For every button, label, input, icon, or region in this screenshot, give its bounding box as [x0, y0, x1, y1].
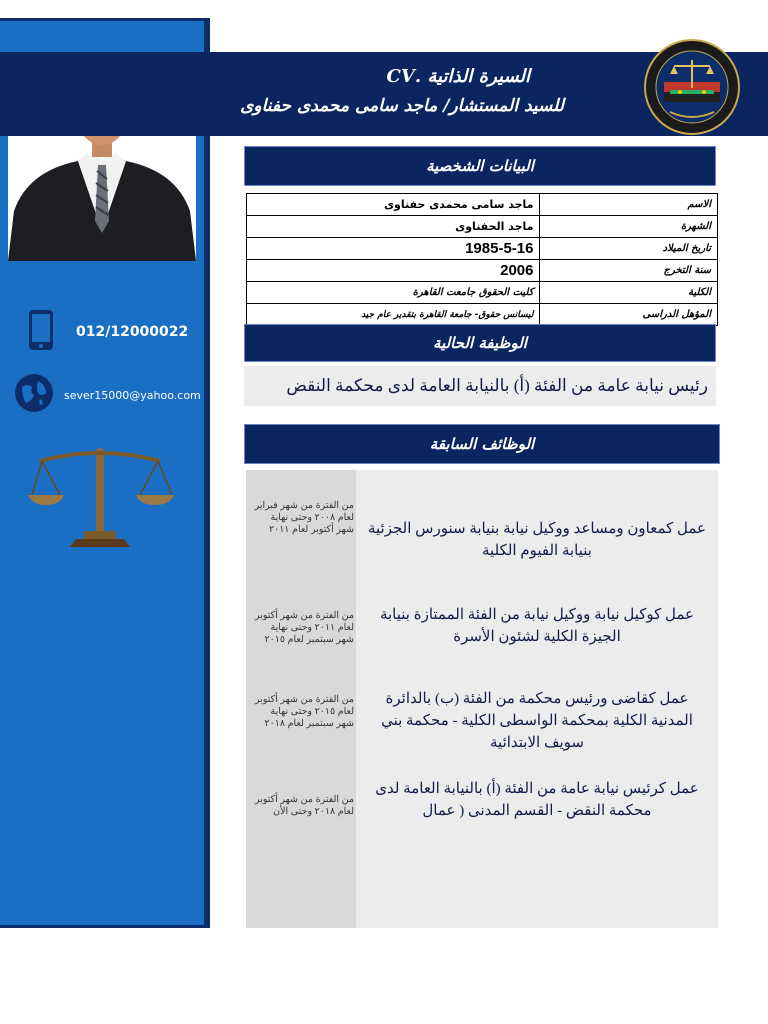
sidebar [0, 18, 210, 928]
table-row [247, 194, 718, 216]
job-description: عمل كمعاون ومساعد ووكيل نيابة بنيابة سنورس الجزئية بنيابة الفيوم الكلية [367, 521, 707, 559]
row-value: ماجد سامى محمدى حفناوى [247, 194, 540, 216]
current-job-text: رئيس نيابة عامة من الفئة (أ) بالنيابة العامة لدى محكمة النقض [244, 366, 716, 406]
public-prosecution-emblem [640, 38, 744, 136]
phone-number: 012/12000022 [76, 324, 189, 340]
row-value: 1985-5-16 [247, 238, 540, 260]
job-period: من الفترة من شهر أكتوبر لعام ٢٠١٥ وحتى نهاية شهر سبتمبر لعام ٢٠١٨ [254, 694, 354, 729]
row-label: تاريخ الميلاد [540, 238, 718, 260]
job-period: من الفترة من شهر أكتوبر لعام ٢٠١٨ وحتى الأن [254, 794, 354, 817]
row-value: كليت الحقوق جامعت القاهرة [247, 282, 540, 304]
section-previous-jobs-header: الوظائف السابقة [244, 424, 720, 464]
table-row [247, 216, 718, 238]
row-label: الشهرة [540, 216, 718, 238]
table-row [247, 260, 718, 282]
row-label: الاسم [540, 194, 718, 216]
table-row [247, 238, 718, 260]
row-label: المؤهل الدراسى [540, 304, 718, 326]
table-row [247, 304, 718, 326]
job-period: من الفترة من شهر فبراير لعام ٢٠٠٨ وحتى نهاية شهر أكتوبر لعام ٢٠١١ [254, 500, 354, 535]
job-description: عمل كقاضى ورئيس محكمة من الفئة (ب) بالدائرة المدنية الكلية بمحكمة الواسطى الكلية - محكمة بني سويف الابتدائية [381, 691, 693, 751]
section-personal-header: البيانات الشخصية [244, 146, 716, 186]
personal-info-table [246, 193, 718, 326]
email-address: sever15000@yahoo.com [64, 388, 201, 402]
job-period: من الفترة من شهر أكتوبر لعام ٢٠١١ وحتى نهاية شهر سبتمبر لعام ٢٠١٥ [254, 610, 354, 645]
phone-contact [28, 309, 188, 355]
cv-title: السيرة الذاتية .CV [386, 66, 530, 87]
globe-icon [14, 373, 54, 417]
email-contact [14, 373, 201, 417]
table-row [247, 282, 718, 304]
row-label: سنة التخرج [540, 260, 718, 282]
cv-name-title: للسيد المستشار/ ماجد سامى محمدى حفناوى [240, 96, 564, 116]
section-current-job-header: الوظيفة الحالية [244, 324, 716, 362]
row-value: ليسانس حقوق- جامعة القاهرة بتقدير عام جيد [247, 304, 540, 326]
phone-icon [28, 309, 54, 355]
job-description: عمل كرئيس نيابة عامة من الفئة (أ) بالنيابة العامة لدى محكمة النقض - القسم المدنى ( عمال [375, 781, 699, 819]
job-description: عمل كوكيل نيابة ووكيل نيابة من الفئة الممتازة بنيابة الجيزة الكلية لشئون الأسرة [379, 607, 695, 645]
row-value: ماجد الحفناوى [247, 216, 540, 238]
scales-of-justice-icon [26, 447, 176, 555]
row-value: 2006 [247, 260, 540, 282]
row-label: الكلية [540, 282, 718, 304]
previous-jobs-panel [246, 470, 718, 928]
